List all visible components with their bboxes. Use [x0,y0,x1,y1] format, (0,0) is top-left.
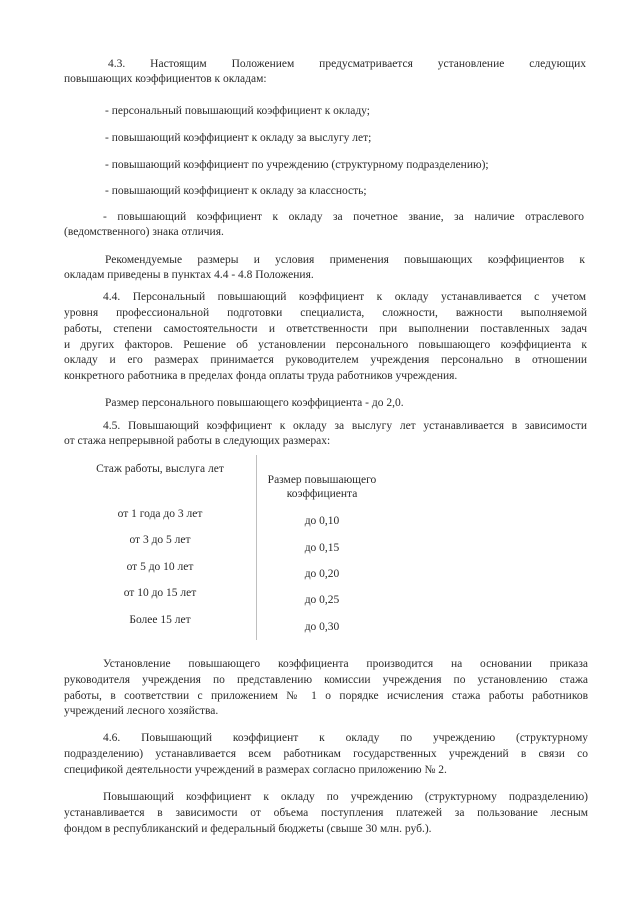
paragraph-4-4-line-6: конкретного работника в пределах фонда оплаты труда работников учреждения. [64,370,458,382]
paragraph-4-6-line-2: подразделению) устанавливается всем работникам государственных учреждений в связи со [64,748,588,760]
table-row-stazh-4: от 10 до 15 лет [123,587,197,599]
final-line-3: фондом в республиканский и федеральный бюджеты (свыше 30 млн. руб.). [64,823,432,835]
list-item-personal: - персональный повышающий коэффициент к окладу; [105,105,370,117]
paragraph-4-4-line-1: 4.4. Персональный повышающий коэффициент к окладу устанавливается с учетом [103,291,586,303]
paragraph-4-6-line-1: 4.6. Повышающий коэффициент к окладу по учреждению (структурному [103,732,588,744]
order-line-3: работы, в соответствии с приложением № 1 о порядке исчисления стажа работы работников [64,690,588,702]
table-row-stazh-1: от 1 года до 3 лет [117,508,203,520]
recommend-line-2: окладам приведены в пунктах 4.4 - 4.8 Положения. [64,269,314,281]
recommend-line-1: Рекомендуемые размеры и условия применения повышающих коэффициентов к [105,254,585,266]
list-item-honorary-line-2: (ведомственного) знака отличия. [64,226,224,238]
paragraph-4-4-size: Размер персонального повышающего коэффициента - до 2,0. [105,397,404,409]
list-item-institution: - повышающий коэффициент по учреждению (структурному подразделению); [105,159,489,171]
table-divider [256,455,257,640]
paragraph-4-4-line-2: уровня профессиональной подготовки специалиста, сложности, важности выполняемой [64,307,587,319]
paragraph-4-5-line-1: 4.5. Повышающий коэффициент к окладу за выслугу лет устанавливается в зависимости [103,420,587,432]
table-row-coef-3: до 0,20 [304,568,340,580]
paragraph-4-5-line-2: от стажа непрерывной работы в следующих размерах: [64,435,331,447]
table-row-coef-1: до 0,10 [304,515,340,527]
table-row-coef-5: до 0,30 [304,621,340,633]
paragraph-4-4-line-4: и других факторов. Решение об установлении персонального повышающего коэффициента к [64,339,587,351]
paragraph-4-3-line-1: 4.3. Настоящим Положением предусматривается установление следующих [108,58,586,70]
paragraph-4-6-line-3: спецификой деятельности учреждений в размерах согласно приложению № 2. [64,764,447,776]
table-header-coef-line-1: Размер повышающего [267,474,377,486]
table-row-stazh-3: от 5 до 10 лет [126,561,194,573]
table-row-coef-4: до 0,25 [304,594,340,606]
final-line-2: устанавливается в зависимости от объема поступления платежей за пользование лесным [64,807,588,819]
paragraph-4-4-line-3: работы, степени самостоятельности и ответственности при выполнении поставленных задач [64,323,587,335]
paragraph-4-4-line-5: окладу и его размерах принимается руководителем учреждения персонально в отношении [64,354,587,366]
list-item-honorary-line-1: - повышающий коэффициент к окладу за почетное звание, за наличие отраслевого [103,211,584,223]
list-item-seniority: - повышающий коэффициент к окладу за выслугу лет; [105,132,372,144]
table-header-coef-line-2: коэффициента [286,488,358,500]
table-row-stazh-2: от 3 до 5 лет [129,534,191,546]
table-row-stazh-5: Более 15 лет [129,614,191,626]
paragraph-4-3-line-2: повышающих коэффициентов к окладам: [64,73,267,85]
order-line-2: руководителя учреждения по представлению комиссии учреждения по установлению стажа [64,674,588,686]
order-line-4: учреждений лесного хозяйства. [64,705,219,717]
order-line-1: Установление повышающего коэффициента производится на основании приказа [103,658,588,670]
list-item-class: - повышающий коэффициент к окладу за классность; [105,185,367,197]
final-line-1: Повышающий коэффициент к окладу по учреждению (структурному подразделению) [103,791,588,803]
table-header-stazh: Стаж работы, выслуга лет [96,463,224,475]
table-row-coef-2: до 0,15 [304,542,340,554]
